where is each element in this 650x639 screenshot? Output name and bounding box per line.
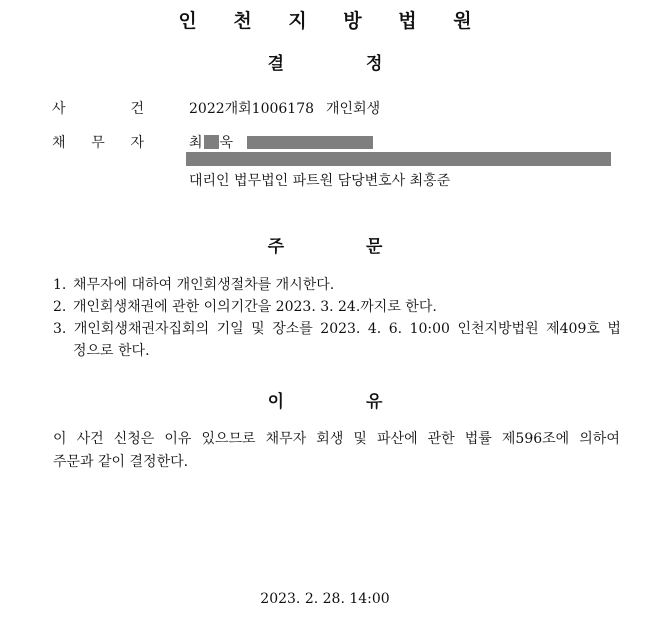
order-item-number: 2. xyxy=(53,299,67,315)
order-item xyxy=(53,296,621,318)
case-value xyxy=(189,98,380,118)
order-item-word: 6. xyxy=(388,321,403,337)
debtor-label-char: 채 xyxy=(52,135,66,151)
order-item-text: 개인회생채권에 관한 이의기간을 2023. 3. 24.까지로 한다. xyxy=(73,299,437,315)
reason-word: 이유 xyxy=(164,431,192,447)
redaction-box xyxy=(204,135,219,149)
order-title xyxy=(0,232,650,257)
reason-word: 파산에 xyxy=(377,431,418,447)
order-item-text: 채무자에 대하여 개인회생절차를 개시한다. xyxy=(73,277,335,293)
order-item-word: 2023. xyxy=(320,321,361,337)
reason-word: 있으므로 xyxy=(201,431,256,447)
reason-text xyxy=(53,428,620,474)
case-number: 2022개회1006178 xyxy=(189,101,315,117)
debtor-name-first: 최 xyxy=(189,135,203,151)
order-item-continuation: 정으로 한다. xyxy=(73,343,150,359)
case-type: 개인회생 xyxy=(326,101,381,117)
order-item-word: 인천지방법원 xyxy=(457,321,539,337)
order-title-char: 문 xyxy=(366,237,383,257)
reason-word: 회생 xyxy=(316,431,344,447)
order-item-word: 장소를 xyxy=(272,321,313,337)
reason-word: 관한 xyxy=(427,431,455,447)
order-item-number: 3. xyxy=(53,321,67,337)
reason-title xyxy=(0,387,650,412)
case-label xyxy=(52,98,144,118)
decision-title xyxy=(0,49,650,74)
reason-title-char: 유 xyxy=(366,392,383,412)
order-item-word: 개인회생채권자집회의 xyxy=(73,321,210,337)
order-item xyxy=(53,318,621,362)
order-item-word: 4. xyxy=(367,321,382,337)
order-item-word: 법 xyxy=(607,321,621,337)
debtor-label-char: 자 xyxy=(130,135,144,151)
reason-word: 및 xyxy=(353,431,367,447)
debtor-label-char: 무 xyxy=(91,135,105,151)
debtor-name xyxy=(189,132,373,152)
reason-word: 신청은 xyxy=(113,431,155,447)
reason-line-2: 주문과 같이 결정한다. xyxy=(53,454,189,470)
order-title-char: 주 xyxy=(267,237,284,257)
debtor-agent: 대리인 법무법인 파트원 담당변호사 최홍준 xyxy=(189,173,451,189)
reason-title-char: 이 xyxy=(267,392,284,412)
order-item xyxy=(53,274,621,296)
order-item-word: 10:00 xyxy=(409,321,450,337)
reason-word: 채무자 xyxy=(265,431,307,447)
reason-word: 이 xyxy=(53,431,67,447)
reason-word: 의하여 xyxy=(579,431,620,447)
decision-title-char: 정 xyxy=(366,54,383,74)
order-item-word: 및 xyxy=(251,321,265,337)
order-item-word: 제409호 xyxy=(546,321,600,337)
reason-word: 법률 xyxy=(464,431,492,447)
court-name: 인 천 지 방 법 원 xyxy=(178,10,487,32)
order-item-word: 기일 xyxy=(216,321,244,337)
decision-date: 2023. 2. 28. 14:00 xyxy=(260,591,390,607)
order-item-number: 1. xyxy=(53,277,67,293)
debtor-name-last: 욱 xyxy=(219,135,234,151)
reason-word: 사건 xyxy=(76,431,104,447)
reason-word: 제596조에 xyxy=(501,431,570,447)
decision-title-char: 결 xyxy=(267,54,284,74)
case-label-char: 건 xyxy=(130,101,144,117)
case-label-char: 사 xyxy=(52,101,66,117)
redaction-box-address xyxy=(186,152,611,166)
redaction-box xyxy=(247,136,373,149)
debtor-label xyxy=(52,132,144,152)
